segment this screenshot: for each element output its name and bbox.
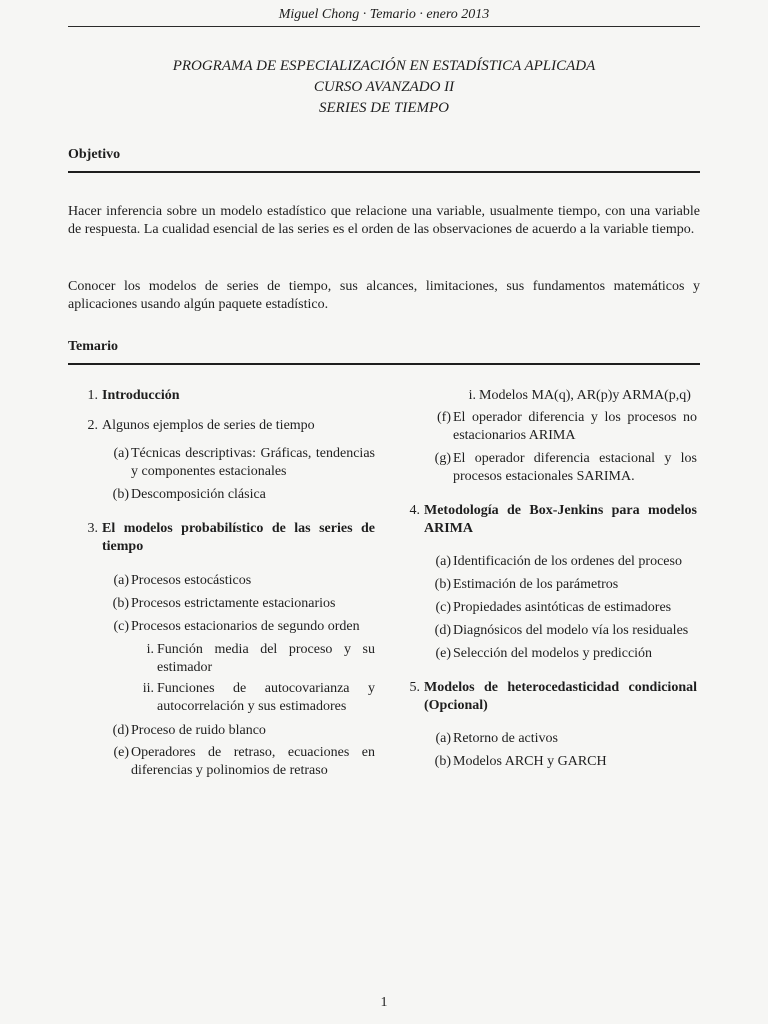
list-item-3f (402, 409, 697, 445)
item-number: (b) (434, 577, 451, 592)
list-item-3c-i (80, 641, 375, 677)
list-item-2a (80, 445, 375, 481)
item-number: 4. (409, 503, 420, 518)
item-text: Modelos ARCH y GARCH (453, 754, 607, 769)
temario-rule (68, 363, 700, 365)
list-item-2b (80, 486, 375, 504)
item-number: (f) (437, 410, 451, 425)
item-number: i. (146, 642, 154, 657)
item-text: Procesos estrictamente estacionarios (131, 596, 336, 611)
list-item-1 (80, 387, 375, 405)
item-number: (a) (435, 554, 451, 569)
list-item-4b (402, 576, 697, 594)
item-text: El operador diferencia estacional y los procesos estacionales SARIMA. (453, 451, 697, 484)
list-item-3b (80, 595, 375, 613)
temario-heading: Temario (68, 339, 119, 354)
list-item-5b (402, 753, 697, 771)
item-number: (e) (435, 646, 451, 661)
item-text: Procesos estacionarios de segundo orden (131, 619, 360, 634)
item-number: (a) (113, 573, 129, 588)
item-number: (b) (112, 487, 129, 502)
item-number: (c) (435, 600, 451, 615)
title-line-3: SERIES DE TIEMPO (319, 100, 449, 116)
header-rule (68, 26, 700, 27)
temario-right-column (402, 387, 697, 771)
list-item-3c (80, 618, 375, 636)
item-text: Introducción (102, 388, 180, 403)
item-number: (d) (434, 623, 451, 638)
item-text: Retorno de activos (453, 731, 558, 746)
item-number: 2. (87, 418, 98, 433)
item-number: 1. (87, 388, 98, 403)
list-item-3c-ii (80, 680, 375, 716)
title-line-2: CURSO AVANZADO II (313, 79, 455, 95)
list-item-3d (80, 722, 375, 740)
objetivo-paragraph-1: Hacer inferencia sobre un modelo estadístico que relacione una variable, usualmente tiempo, con una variable de respuesta. La cualidad esencial de las series es el orden de las observaciones de acuerdo a la variable tiempo. (68, 204, 700, 237)
item-number: (a) (113, 446, 129, 461)
objetivo-paragraph-2: Conocer los modelos de series de tiempo, sus alcances, limitaciones, sus fundamentos matemáticos y aplicaciones usando algún paquete estadístico. (68, 279, 700, 312)
item-number: ii. (142, 681, 154, 696)
objetivo-rule (68, 171, 700, 173)
document-title (68, 56, 700, 119)
list-item-2 (80, 417, 375, 435)
item-number: (c) (113, 619, 129, 634)
item-number: (b) (434, 754, 451, 769)
item-text: Operadores de retraso, ecuaciones en diferencias y polinomios de retraso (131, 745, 375, 778)
list-item-3 (80, 520, 375, 556)
item-text: Técnicas descriptivas: Gráficas, tendencias y componentes estacionales (131, 446, 375, 479)
temario-left-column (80, 387, 375, 780)
item-text: Funciones de autocovarianza y autocorrelación y sus estimadores (157, 681, 375, 714)
item-text: Propiedades asintóticas de estimadores (453, 600, 672, 615)
item-number: (g) (434, 451, 451, 466)
list-item-4e (402, 645, 697, 663)
item-text: Estimación de los parámetros (453, 577, 619, 592)
item-number: i. (468, 388, 476, 403)
item-text: Función media del proceso y su estimador (157, 642, 375, 675)
item-number: (b) (112, 596, 129, 611)
list-item-4c (402, 599, 697, 617)
item-text: Modelos MA(q), AR(p)y ARMA(p,q) (479, 388, 691, 403)
item-number: (a) (435, 731, 451, 746)
title-line-1: PROGRAMA DE ESPECIALIZACIÓN EN ESTADÍSTICA APLICADA (172, 58, 596, 74)
page-number: 1 (380, 995, 388, 1010)
item-number: (d) (112, 723, 129, 738)
item-number: 3. (87, 521, 98, 536)
objetivo-heading: Objetivo (68, 147, 121, 162)
item-number: (e) (113, 745, 129, 760)
item-text: Metodología de Box-Jenkins para modelos ARIMA (424, 503, 697, 536)
item-text: Selección del modelos y predicción (453, 646, 653, 661)
running-head: Miguel Chong · Temario · enero 2013 (278, 7, 490, 22)
item-text: Algunos ejemplos de series de tiempo (102, 418, 315, 433)
list-item-5 (402, 679, 697, 715)
list-item-3a (80, 572, 375, 590)
item-text: Descomposición clásica (131, 487, 266, 502)
item-number: 5. (409, 680, 420, 695)
list-item-3e-i (402, 387, 697, 405)
list-item-4 (402, 502, 697, 538)
item-text: Diagnósicos del modelo vía los residuales (453, 623, 689, 638)
item-text: El modelos probabilístico de las series de tiempo (102, 521, 375, 554)
item-text: Modelos de heterocedasticidad condicional (Opcional) (424, 680, 697, 713)
item-text: Procesos estocásticos (131, 573, 252, 588)
item-text: El operador diferencia y los procesos no estacionarios ARIMA (453, 410, 697, 443)
item-text: Proceso de ruido blanco (131, 723, 266, 738)
list-item-4a (402, 553, 697, 571)
list-item-5a (402, 730, 697, 748)
list-item-3e (80, 744, 375, 780)
list-item-3g (402, 450, 697, 486)
list-item-4d (402, 622, 697, 640)
item-text: Identificación de los ordenes del proceso (453, 554, 682, 569)
